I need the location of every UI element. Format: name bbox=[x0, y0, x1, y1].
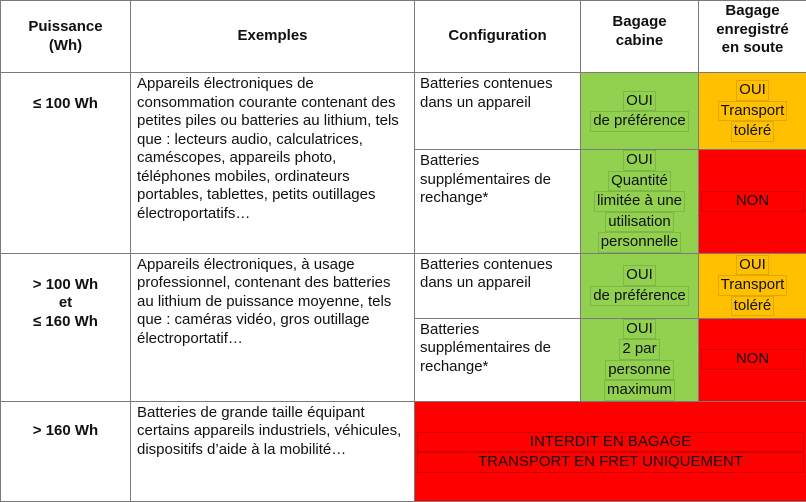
cabine-deux-par-personne: OUI 2 par personne maximum bbox=[581, 318, 699, 401]
config-contenues-1: Batteries contenues dans un appareil bbox=[415, 73, 581, 150]
config-rechange-1: Batteries supplémentaires de rechange* bbox=[415, 150, 581, 254]
exemples-over-160wh: Batteries de grande taille équipant certains appareils industriels, véhicules, dispositifs d’aide à la mobilité… bbox=[131, 401, 415, 501]
soute-oui-2: OUI Transport toléré bbox=[699, 253, 806, 318]
cabine-quantite-1: OUI Quantité limitée à une utilisation personnelle bbox=[581, 150, 699, 254]
exemples-160wh: Appareils électroniques, à usage professionnel, contenant des batteries au lithium de puissance moyenne, tels que : caméras vidéo, gros outillage électroportatif… bbox=[131, 253, 415, 401]
header-exemples: Exemples bbox=[131, 1, 415, 73]
row-over-160wh bbox=[1, 401, 806, 501]
puissance-160wh: > 100 Wh et ≤ 160 Wh bbox=[1, 253, 131, 401]
puissance-over-160wh: > 160 Wh bbox=[1, 401, 131, 501]
header-bagage-soute: Bagage enregistré en soute bbox=[699, 1, 806, 73]
header-row bbox=[1, 1, 806, 73]
soute-oui-1: OUI Transport toléré bbox=[699, 73, 806, 150]
header-configuration: Configuration bbox=[415, 1, 581, 73]
soute-non-1: NON bbox=[699, 150, 806, 254]
cabine-oui-2: OUI de préférence bbox=[581, 253, 699, 318]
row-100wh-a bbox=[1, 73, 806, 150]
row-160wh-a bbox=[1, 253, 806, 318]
soute-non-2: NON bbox=[699, 318, 806, 401]
header-bagage-cabine: Bagage cabine bbox=[581, 1, 699, 73]
puissance-100wh: ≤ 100 Wh bbox=[1, 73, 131, 254]
cabine-oui-1: OUI de préférence bbox=[581, 73, 699, 150]
header-puissance: Puissance (Wh) bbox=[1, 1, 131, 73]
config-rechange-2: Batteries supplémentaires de rechange* bbox=[415, 318, 581, 401]
exemples-100wh: Appareils électroniques de consommation courante contenant des petites piles ou batteries au lithium, tels que : lecteurs audio, calculatrices, caméscopes, appareils photo, téléphones mobiles, ordinateurs portables, tablettes, petits outillages électroportatifs… bbox=[131, 73, 415, 254]
verdict-interdit: INTERDIT EN BAGAGE TRANSPORT EN FRET UNIQUEMENT bbox=[415, 401, 806, 501]
config-contenues-2: Batteries contenues dans un appareil bbox=[415, 253, 581, 318]
